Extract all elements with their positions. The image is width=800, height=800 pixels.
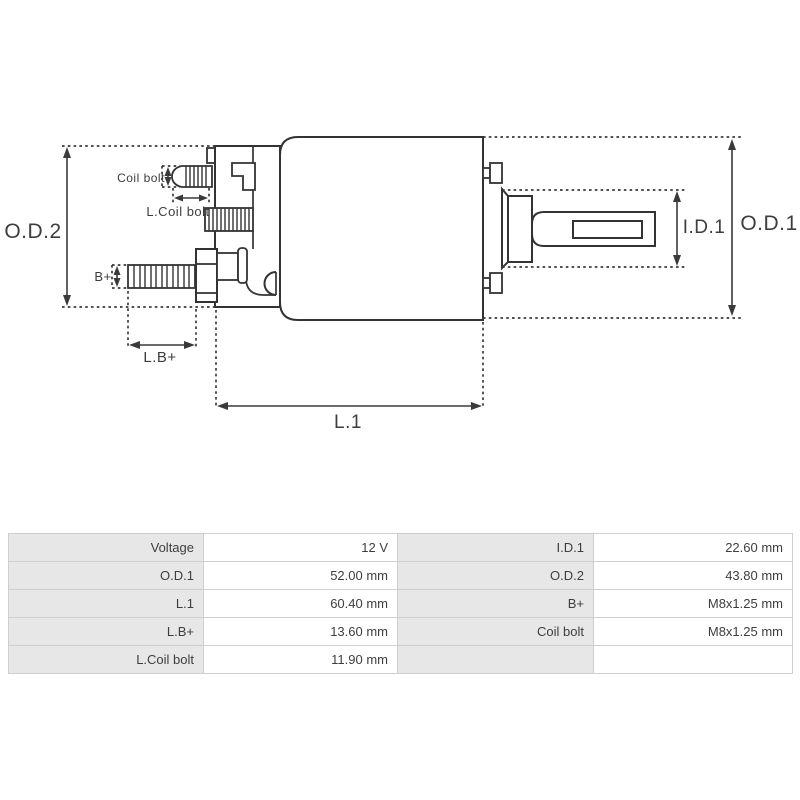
spec-value: 12 V [204,534,398,562]
table-row [9,590,793,618]
spec-label: O.D.2 [398,562,594,590]
solenoid-drawing [128,137,655,320]
spec-value: 52.00 mm [204,562,398,590]
spec-value: 13.60 mm [204,618,398,646]
spec-value: M8x1.25 mm [594,618,793,646]
od2-label: O.D.2 [4,220,62,243]
dimension-l1 [216,310,483,433]
b-plus-flange [238,248,247,283]
table-row [9,534,793,562]
dimension-coil-bolt [117,166,180,187]
spec-value: M8x1.25 mm [594,590,793,618]
spec-label: B+ [398,590,594,618]
id1-label: I.D.1 [682,217,726,238]
spec-label: Coil bolt [398,618,594,646]
b-plus-nut [196,249,217,302]
table-row [9,646,793,674]
spec-value: 43.80 mm [594,562,793,590]
plunger [502,189,655,268]
dimension-l-coil-bolt [146,188,209,219]
od1-label: O.D.1 [740,212,798,235]
spec-value: 11.90 mm [204,646,398,674]
spec-value [594,646,793,674]
spec-label: L.B+ [9,618,204,646]
b-plus-washer [217,253,238,280]
spec-label: Voltage [9,534,204,562]
solenoid-body [280,137,483,320]
mounting-stud-top [483,163,502,183]
plunger-boss [508,196,532,262]
coil-bolt-terminal [172,166,212,187]
spec-label: L.Coil bolt [9,646,204,674]
dimension-lb-plus [128,291,196,366]
coil-bolt-label: Coil bolt [117,171,165,185]
dimension-b-plus [94,265,127,288]
spec-value: 60.40 mm [204,590,398,618]
spec-table [8,533,793,674]
spec-label: O.D.1 [9,562,204,590]
lb-plus-label: L.B+ [143,349,177,366]
table-row [9,562,793,590]
spec-label [398,646,594,674]
mounting-stud-bottom [483,273,502,293]
spec-label: I.D.1 [398,534,594,562]
spec-label: L.1 [9,590,204,618]
shaft-slot [573,221,642,238]
spec-value: 22.60 mm [594,534,793,562]
b-plus-label: B+ [94,269,112,284]
table-row [9,618,793,646]
coil-terminal-threads [205,208,253,231]
l-coil-bolt-label: L.Coil bolt [146,204,210,219]
l1-label: L.1 [334,412,362,433]
